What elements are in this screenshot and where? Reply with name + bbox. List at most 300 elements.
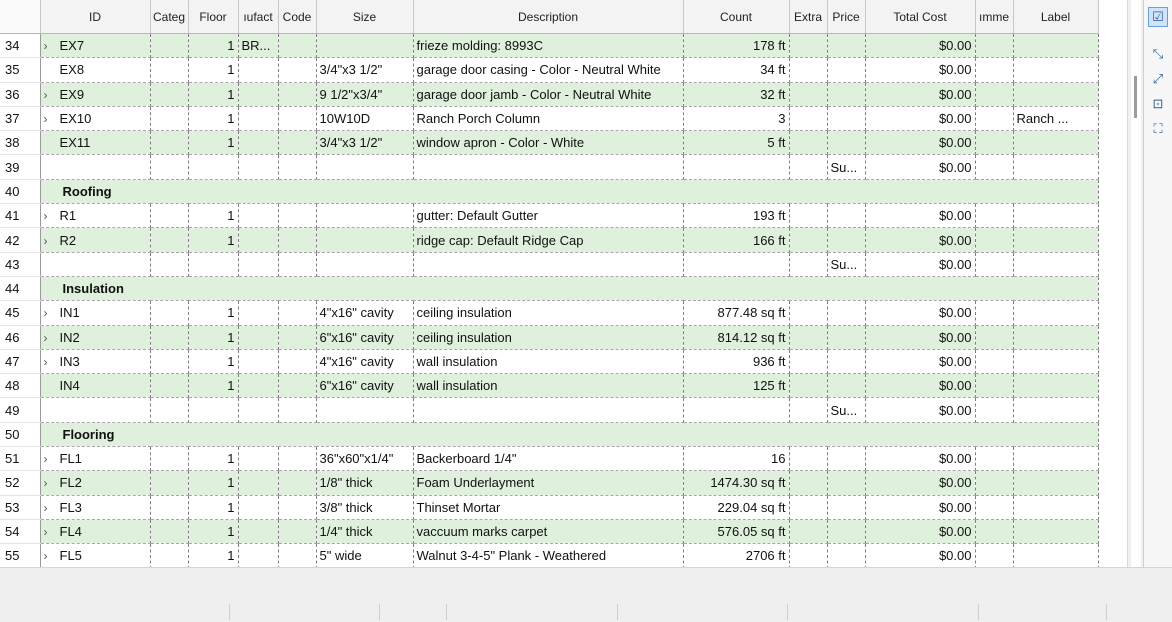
- count-cell[interactable]: 178 ft: [683, 34, 789, 58]
- description-cell[interactable]: garage door casing - Color - Neutral White: [413, 58, 683, 82]
- id-cell[interactable]: [40, 34, 150, 58]
- chevron-right-icon[interactable]: ›: [43, 476, 48, 491]
- comments-cell[interactable]: [975, 349, 1013, 373]
- size-cell[interactable]: [316, 228, 413, 252]
- description-cell[interactable]: [413, 155, 683, 179]
- extra-cell[interactable]: [789, 155, 827, 179]
- id-cell[interactable]: [40, 106, 150, 130]
- table-row[interactable]: [0, 544, 1098, 567]
- comments-cell[interactable]: [975, 131, 1013, 155]
- price-cell[interactable]: [827, 519, 865, 543]
- floor-cell[interactable]: 1: [188, 349, 238, 373]
- label-cell[interactable]: [1013, 204, 1098, 228]
- col-header-manufacturer[interactable]: ıufact: [238, 0, 278, 34]
- comments-cell[interactable]: [975, 228, 1013, 252]
- chevron-right-icon[interactable]: ›: [43, 233, 48, 248]
- total-cost-cell[interactable]: $0.00: [865, 325, 975, 349]
- code-cell[interactable]: [278, 58, 316, 82]
- table-row[interactable]: [0, 82, 1098, 106]
- category-cell[interactable]: [150, 447, 188, 471]
- category-cell[interactable]: [150, 398, 188, 422]
- col-header-code[interactable]: Code: [278, 0, 316, 34]
- code-cell[interactable]: [278, 495, 316, 519]
- id-cell[interactable]: [40, 82, 150, 106]
- comments-cell[interactable]: [975, 374, 1013, 398]
- table-row[interactable]: [0, 519, 1098, 543]
- category-cell[interactable]: [150, 495, 188, 519]
- count-cell[interactable]: 576.05 sq ft: [683, 519, 789, 543]
- id-cell[interactable]: [40, 519, 150, 543]
- col-header-label[interactable]: Label: [1013, 0, 1098, 34]
- col-header-floor[interactable]: Floor: [188, 0, 238, 34]
- category-cell[interactable]: [150, 82, 188, 106]
- extra-cell[interactable]: [789, 374, 827, 398]
- manufacturer-cell[interactable]: [238, 131, 278, 155]
- manufacturer-cell[interactable]: [238, 519, 278, 543]
- comments-cell[interactable]: [975, 398, 1013, 422]
- floor-cell[interactable]: 1: [188, 301, 238, 325]
- manufacturer-cell[interactable]: [238, 106, 278, 130]
- label-cell[interactable]: [1013, 252, 1098, 276]
- table-row[interactable]: [0, 252, 1098, 276]
- code-cell[interactable]: [278, 204, 316, 228]
- label-cell[interactable]: [1013, 228, 1098, 252]
- total-cost-cell[interactable]: $0.00: [865, 471, 975, 495]
- id-cell[interactable]: [40, 325, 150, 349]
- count-cell[interactable]: [683, 252, 789, 276]
- category-cell[interactable]: [150, 325, 188, 349]
- description-cell[interactable]: vaccuum marks carpet: [413, 519, 683, 543]
- category-cell[interactable]: [150, 58, 188, 82]
- floor-cell[interactable]: 1: [188, 131, 238, 155]
- manufacturer-cell[interactable]: [238, 82, 278, 106]
- comments-cell[interactable]: [975, 519, 1013, 543]
- extra-cell[interactable]: [789, 519, 827, 543]
- label-cell[interactable]: [1013, 398, 1098, 422]
- code-cell[interactable]: [278, 252, 316, 276]
- total-cost-cell[interactable]: $0.00: [865, 398, 975, 422]
- floor-cell[interactable]: 1: [188, 204, 238, 228]
- chevron-right-icon[interactable]: ›: [43, 330, 48, 345]
- label-cell[interactable]: [1013, 131, 1098, 155]
- count-cell[interactable]: 193 ft: [683, 204, 789, 228]
- floor-cell[interactable]: 1: [188, 519, 238, 543]
- description-cell[interactable]: frieze molding: 8993C: [413, 34, 683, 58]
- total-cost-cell[interactable]: $0.00: [865, 447, 975, 471]
- price-cell[interactable]: [827, 34, 865, 58]
- code-cell[interactable]: [278, 398, 316, 422]
- section-row[interactable]: [0, 179, 1098, 203]
- code-cell[interactable]: [278, 519, 316, 543]
- code-cell[interactable]: [278, 301, 316, 325]
- id-cell[interactable]: [40, 301, 150, 325]
- total-cost-cell[interactable]: $0.00: [865, 34, 975, 58]
- price-cell[interactable]: [827, 447, 865, 471]
- category-cell[interactable]: [150, 301, 188, 325]
- price-cell[interactable]: Su...: [827, 155, 865, 179]
- size-cell[interactable]: [316, 155, 413, 179]
- size-cell[interactable]: 6"x16" cavity: [316, 374, 413, 398]
- id-cell[interactable]: [40, 374, 150, 398]
- total-cost-cell[interactable]: $0.00: [865, 495, 975, 519]
- floor-cell[interactable]: 1: [188, 544, 238, 567]
- floor-cell[interactable]: 1: [188, 471, 238, 495]
- price-cell[interactable]: [827, 349, 865, 373]
- category-cell[interactable]: [150, 228, 188, 252]
- extra-cell[interactable]: [789, 349, 827, 373]
- comments-cell[interactable]: [975, 471, 1013, 495]
- chevron-right-icon[interactable]: ›: [43, 500, 48, 515]
- size-cell[interactable]: 36"x60"x1/4": [316, 447, 413, 471]
- manufacturer-cell[interactable]: [238, 495, 278, 519]
- floor-cell[interactable]: 1: [188, 228, 238, 252]
- table-row[interactable]: [0, 447, 1098, 471]
- total-cost-cell[interactable]: $0.00: [865, 82, 975, 106]
- count-cell[interactable]: 5 ft: [683, 131, 789, 155]
- comments-cell[interactable]: [975, 447, 1013, 471]
- total-cost-cell[interactable]: $0.00: [865, 301, 975, 325]
- manufacturer-cell[interactable]: BR...: [238, 34, 278, 58]
- section-row[interactable]: [0, 422, 1098, 446]
- size-cell[interactable]: 5" wide: [316, 544, 413, 567]
- description-cell[interactable]: [413, 398, 683, 422]
- description-cell[interactable]: Backerboard 1/4": [413, 447, 683, 471]
- code-cell[interactable]: [278, 349, 316, 373]
- manufacturer-cell[interactable]: [238, 228, 278, 252]
- chevron-right-icon[interactable]: ›: [43, 452, 48, 467]
- count-cell[interactable]: 1474.30 sq ft: [683, 471, 789, 495]
- manufacturer-cell[interactable]: [238, 447, 278, 471]
- label-cell[interactable]: [1013, 301, 1098, 325]
- manufacturer-cell[interactable]: [238, 544, 278, 567]
- description-cell[interactable]: Walnut 3-4-5" Plank - Weathered: [413, 544, 683, 567]
- floor-cell[interactable]: 1: [188, 58, 238, 82]
- extra-cell[interactable]: [789, 495, 827, 519]
- comments-cell[interactable]: [975, 34, 1013, 58]
- extra-cell[interactable]: [789, 252, 827, 276]
- label-cell[interactable]: [1013, 471, 1098, 495]
- code-cell[interactable]: [278, 34, 316, 58]
- label-cell[interactable]: [1013, 447, 1098, 471]
- col-header-size[interactable]: Size: [316, 0, 413, 34]
- floor-cell[interactable]: [188, 252, 238, 276]
- code-cell[interactable]: [278, 131, 316, 155]
- size-cell[interactable]: [316, 252, 413, 276]
- chevron-right-icon[interactable]: ›: [43, 525, 48, 540]
- id-cell[interactable]: [40, 398, 150, 422]
- code-cell[interactable]: [278, 544, 316, 567]
- floor-cell[interactable]: 1: [188, 495, 238, 519]
- code-cell[interactable]: [278, 325, 316, 349]
- size-cell[interactable]: 3/4"x3 1/2": [316, 131, 413, 155]
- comments-cell[interactable]: [975, 106, 1013, 130]
- comments-cell[interactable]: [975, 155, 1013, 179]
- count-cell[interactable]: 32 ft: [683, 82, 789, 106]
- total-cost-cell[interactable]: $0.00: [865, 544, 975, 567]
- count-cell[interactable]: 814.12 sq ft: [683, 325, 789, 349]
- price-cell[interactable]: [827, 82, 865, 106]
- chevron-right-icon[interactable]: ›: [43, 87, 48, 102]
- id-cell[interactable]: [40, 349, 150, 373]
- price-cell[interactable]: [827, 131, 865, 155]
- label-cell[interactable]: [1013, 544, 1098, 567]
- table-row[interactable]: [0, 301, 1098, 325]
- label-cell[interactable]: [1013, 374, 1098, 398]
- extra-cell[interactable]: [789, 58, 827, 82]
- manufacturer-cell[interactable]: [238, 374, 278, 398]
- total-cost-cell[interactable]: $0.00: [865, 519, 975, 543]
- description-cell[interactable]: window apron - Color - White: [413, 131, 683, 155]
- col-header-id[interactable]: ID: [40, 0, 150, 34]
- total-cost-cell[interactable]: $0.00: [865, 374, 975, 398]
- size-cell[interactable]: [316, 34, 413, 58]
- table-row[interactable]: [0, 131, 1098, 155]
- chevron-right-icon[interactable]: ›: [43, 39, 48, 54]
- count-cell[interactable]: 125 ft: [683, 374, 789, 398]
- id-cell[interactable]: [40, 204, 150, 228]
- total-cost-cell[interactable]: $0.00: [865, 155, 975, 179]
- table-row[interactable]: [0, 155, 1098, 179]
- id-cell[interactable]: [40, 252, 150, 276]
- manufacturer-cell[interactable]: [238, 471, 278, 495]
- shrink-icon[interactable]: ⊡: [1152, 96, 1164, 111]
- label-cell[interactable]: [1013, 58, 1098, 82]
- floor-cell[interactable]: 1: [188, 34, 238, 58]
- collapse-icon[interactable]: ⤡: [1152, 46, 1164, 61]
- count-cell[interactable]: [683, 155, 789, 179]
- size-cell[interactable]: 3/4"x3 1/2": [316, 58, 413, 82]
- code-cell[interactable]: [278, 155, 316, 179]
- manufacturer-cell[interactable]: [238, 204, 278, 228]
- label-cell[interactable]: [1013, 495, 1098, 519]
- description-cell[interactable]: Foam Underlayment: [413, 471, 683, 495]
- manufacturer-cell[interactable]: [238, 301, 278, 325]
- id-cell[interactable]: [40, 447, 150, 471]
- id-cell[interactable]: [40, 495, 150, 519]
- label-cell[interactable]: [1013, 155, 1098, 179]
- price-cell[interactable]: [827, 495, 865, 519]
- count-cell[interactable]: 34 ft: [683, 58, 789, 82]
- label-cell[interactable]: [1013, 325, 1098, 349]
- chevron-right-icon[interactable]: ›: [43, 112, 48, 127]
- code-cell[interactable]: [278, 228, 316, 252]
- floor-cell[interactable]: 1: [188, 106, 238, 130]
- price-cell[interactable]: [827, 106, 865, 130]
- count-cell[interactable]: 2706 ft: [683, 544, 789, 567]
- count-cell[interactable]: 3: [683, 106, 789, 130]
- description-cell[interactable]: Ranch Porch Column: [413, 106, 683, 130]
- vertical-scrollbar[interactable]: [1131, 0, 1141, 567]
- price-cell[interactable]: Su...: [827, 398, 865, 422]
- floor-cell[interactable]: [188, 155, 238, 179]
- extra-cell[interactable]: [789, 398, 827, 422]
- description-cell[interactable]: ridge cap: Default Ridge Cap: [413, 228, 683, 252]
- count-cell[interactable]: 877.48 sq ft: [683, 301, 789, 325]
- category-cell[interactable]: [150, 106, 188, 130]
- manufacturer-cell[interactable]: [238, 398, 278, 422]
- extra-cell[interactable]: [789, 131, 827, 155]
- description-cell[interactable]: [413, 252, 683, 276]
- table-row[interactable]: [0, 106, 1098, 130]
- id-cell[interactable]: [40, 544, 150, 567]
- floor-cell[interactable]: 1: [188, 325, 238, 349]
- extra-cell[interactable]: [789, 544, 827, 567]
- table-row[interactable]: [0, 58, 1098, 82]
- expand-selected-icon[interactable]: ⤢: [1152, 71, 1164, 86]
- category-cell[interactable]: [150, 131, 188, 155]
- col-header-description[interactable]: Description: [413, 0, 683, 34]
- category-cell[interactable]: [150, 544, 188, 567]
- description-cell[interactable]: garage door jamb - Color - Neutral White: [413, 82, 683, 106]
- table-row[interactable]: [0, 325, 1098, 349]
- code-cell[interactable]: [278, 106, 316, 130]
- category-cell[interactable]: [150, 155, 188, 179]
- extra-cell[interactable]: [789, 204, 827, 228]
- price-cell[interactable]: [827, 374, 865, 398]
- comments-cell[interactable]: [975, 252, 1013, 276]
- label-cell[interactable]: [1013, 82, 1098, 106]
- extra-cell[interactable]: [789, 471, 827, 495]
- id-cell[interactable]: [40, 155, 150, 179]
- label-cell[interactable]: Ranch ...: [1013, 106, 1098, 130]
- category-cell[interactable]: [150, 374, 188, 398]
- extra-cell[interactable]: [789, 34, 827, 58]
- category-cell[interactable]: [150, 252, 188, 276]
- col-header-extra[interactable]: Extra: [789, 0, 827, 34]
- table-row[interactable]: [0, 228, 1098, 252]
- col-header-price[interactable]: Price: [827, 0, 865, 34]
- price-cell[interactable]: [827, 544, 865, 567]
- id-cell[interactable]: [40, 228, 150, 252]
- comments-cell[interactable]: [975, 544, 1013, 567]
- size-cell[interactable]: [316, 204, 413, 228]
- price-cell[interactable]: [827, 204, 865, 228]
- chevron-right-icon[interactable]: ›: [43, 209, 48, 224]
- size-cell[interactable]: 10W10D: [316, 106, 413, 130]
- floor-cell[interactable]: 1: [188, 82, 238, 106]
- id-cell[interactable]: [40, 471, 150, 495]
- price-cell[interactable]: [827, 325, 865, 349]
- description-cell[interactable]: ceiling insulation: [413, 301, 683, 325]
- count-cell[interactable]: 936 ft: [683, 349, 789, 373]
- table-row[interactable]: [0, 495, 1098, 519]
- manufacturer-cell[interactable]: [238, 349, 278, 373]
- manufacturer-cell[interactable]: [238, 325, 278, 349]
- comments-cell[interactable]: [975, 82, 1013, 106]
- table-row[interactable]: [0, 204, 1098, 228]
- size-cell[interactable]: 9 1/2"x3/4": [316, 82, 413, 106]
- manufacturer-cell[interactable]: [238, 252, 278, 276]
- col-header-count[interactable]: Count: [683, 0, 789, 34]
- chevron-right-icon[interactable]: ›: [43, 355, 48, 369]
- description-cell[interactable]: wall insulation: [413, 374, 683, 398]
- table-row[interactable]: [0, 471, 1098, 495]
- size-cell[interactable]: 3/8" thick: [316, 495, 413, 519]
- price-cell[interactable]: [827, 471, 865, 495]
- fullscreen-icon[interactable]: ⛶: [1153, 121, 1163, 136]
- comments-cell[interactable]: [975, 58, 1013, 82]
- checklist-icon[interactable]: ☑: [1148, 7, 1168, 27]
- extra-cell[interactable]: [789, 106, 827, 130]
- table-row[interactable]: [0, 349, 1098, 373]
- category-cell[interactable]: [150, 204, 188, 228]
- category-cell[interactable]: [150, 471, 188, 495]
- comments-cell[interactable]: [975, 301, 1013, 325]
- code-cell[interactable]: [278, 374, 316, 398]
- description-cell[interactable]: ceiling insulation: [413, 325, 683, 349]
- size-cell[interactable]: 1/8" thick: [316, 471, 413, 495]
- price-cell[interactable]: Su...: [827, 252, 865, 276]
- description-cell[interactable]: wall insulation: [413, 349, 683, 373]
- code-cell[interactable]: [278, 471, 316, 495]
- section-row[interactable]: [0, 276, 1098, 300]
- total-cost-cell[interactable]: $0.00: [865, 106, 975, 130]
- label-cell[interactable]: [1013, 519, 1098, 543]
- count-cell[interactable]: 16: [683, 447, 789, 471]
- count-cell[interactable]: [683, 398, 789, 422]
- table-row[interactable]: [0, 374, 1098, 398]
- code-cell[interactable]: [278, 447, 316, 471]
- table-row[interactable]: [0, 34, 1098, 58]
- id-cell[interactable]: [40, 58, 150, 82]
- manufacturer-cell[interactable]: [238, 155, 278, 179]
- description-cell[interactable]: gutter: Default Gutter: [413, 204, 683, 228]
- description-cell[interactable]: Thinset Mortar: [413, 495, 683, 519]
- category-cell[interactable]: [150, 519, 188, 543]
- price-cell[interactable]: [827, 228, 865, 252]
- count-cell[interactable]: 166 ft: [683, 228, 789, 252]
- code-cell[interactable]: [278, 82, 316, 106]
- total-cost-cell[interactable]: $0.00: [865, 204, 975, 228]
- total-cost-cell[interactable]: $0.00: [865, 349, 975, 373]
- label-cell[interactable]: [1013, 349, 1098, 373]
- col-header-total-cost[interactable]: Total Cost: [865, 0, 975, 34]
- count-cell[interactable]: 229.04 sq ft: [683, 495, 789, 519]
- category-cell[interactable]: [150, 34, 188, 58]
- manufacturer-cell[interactable]: [238, 58, 278, 82]
- size-cell[interactable]: [316, 398, 413, 422]
- scrollbar-thumb[interactable]: [1134, 76, 1137, 118]
- col-header-category[interactable]: Categ: [150, 0, 188, 34]
- size-cell[interactable]: 4"x16" cavity: [316, 349, 413, 373]
- comments-cell[interactable]: [975, 204, 1013, 228]
- category-cell[interactable]: [150, 349, 188, 373]
- chevron-right-icon[interactable]: ›: [43, 549, 48, 564]
- comments-cell[interactable]: [975, 325, 1013, 349]
- price-cell[interactable]: [827, 301, 865, 325]
- extra-cell[interactable]: [789, 82, 827, 106]
- size-cell[interactable]: 1/4" thick: [316, 519, 413, 543]
- extra-cell[interactable]: [789, 301, 827, 325]
- id-cell[interactable]: [40, 131, 150, 155]
- total-cost-cell[interactable]: $0.00: [865, 228, 975, 252]
- total-cost-cell[interactable]: $0.00: [865, 252, 975, 276]
- table-row[interactable]: [0, 398, 1098, 422]
- extra-cell[interactable]: [789, 447, 827, 471]
- col-header-comments[interactable]: ımme: [975, 0, 1013, 34]
- floor-cell[interactable]: [188, 398, 238, 422]
- floor-cell[interactable]: 1: [188, 374, 238, 398]
- total-cost-cell[interactable]: $0.00: [865, 58, 975, 82]
- price-cell[interactable]: [827, 58, 865, 82]
- comments-cell[interactable]: [975, 495, 1013, 519]
- size-cell[interactable]: 6"x16" cavity: [316, 325, 413, 349]
- extra-cell[interactable]: [789, 325, 827, 349]
- extra-cell[interactable]: [789, 228, 827, 252]
- floor-cell[interactable]: 1: [188, 447, 238, 471]
- label-cell[interactable]: [1013, 34, 1098, 58]
- total-cost-cell[interactable]: $0.00: [865, 131, 975, 155]
